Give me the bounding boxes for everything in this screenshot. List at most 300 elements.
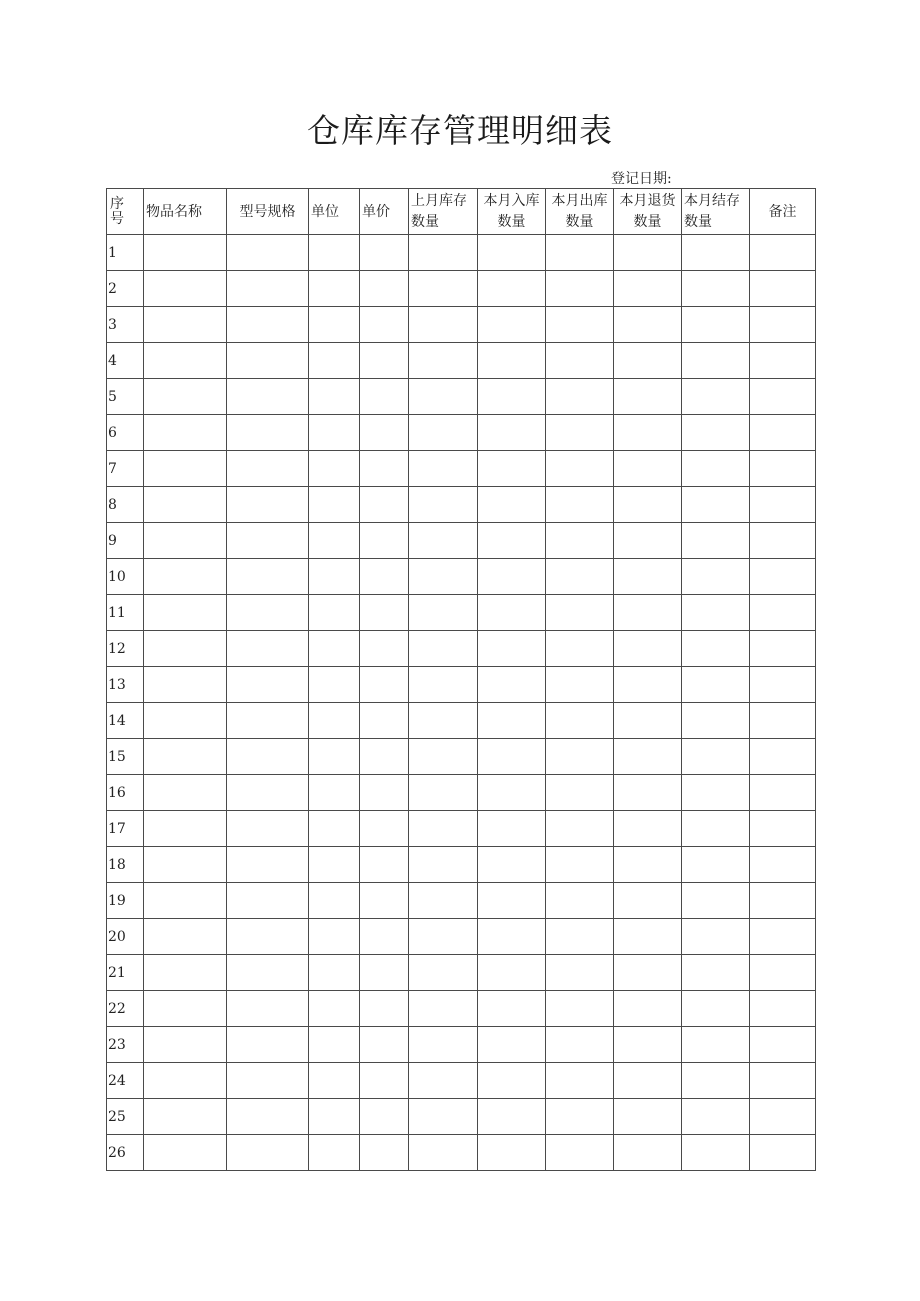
item-name-cell[interactable] <box>144 775 227 811</box>
month-balance-cell[interactable] <box>682 883 750 919</box>
model-spec-cell[interactable] <box>227 595 309 631</box>
unit-cell[interactable] <box>309 271 360 307</box>
unit-cell[interactable] <box>309 523 360 559</box>
unit-price-cell[interactable] <box>360 955 409 991</box>
prev-month-stock-cell[interactable] <box>409 1135 478 1171</box>
table-row <box>107 379 816 415</box>
remarks-cell[interactable] <box>750 739 816 775</box>
month-returns-cell[interactable] <box>614 991 682 1027</box>
remarks-cell[interactable] <box>750 523 816 559</box>
column-header-month-balance <box>682 189 750 235</box>
unit-price-cell[interactable] <box>360 1027 409 1063</box>
item-name-cell[interactable] <box>144 559 227 595</box>
month-inbound-cell[interactable] <box>478 955 546 991</box>
prev-month-stock-cell[interactable] <box>409 451 478 487</box>
month-balance-cell[interactable] <box>682 775 750 811</box>
month-returns-cell[interactable] <box>614 523 682 559</box>
unit-price-cell[interactable] <box>360 703 409 739</box>
month-outbound-cell[interactable] <box>546 451 614 487</box>
column-header-seq <box>107 189 144 235</box>
model-spec-cell[interactable] <box>227 451 309 487</box>
month-returns-cell[interactable] <box>614 739 682 775</box>
unit-cell[interactable] <box>309 847 360 883</box>
item-name-cell[interactable] <box>144 415 227 451</box>
model-spec-cell[interactable] <box>227 523 309 559</box>
remarks-cell[interactable] <box>750 775 816 811</box>
month-balance-cell[interactable] <box>682 235 750 271</box>
month-inbound-cell[interactable] <box>478 739 546 775</box>
prev-month-stock-cell[interactable] <box>409 343 478 379</box>
month-inbound-cell[interactable] <box>478 523 546 559</box>
month-outbound-cell[interactable] <box>546 307 614 343</box>
remarks-cell[interactable] <box>750 1099 816 1135</box>
column-header-unit-price: 单价 <box>360 189 409 235</box>
row-number-cell: 21 <box>107 955 144 991</box>
item-name-cell[interactable] <box>144 991 227 1027</box>
month-returns-cell[interactable] <box>614 1063 682 1099</box>
month-outbound-cell[interactable] <box>546 667 614 703</box>
model-spec-cell[interactable] <box>227 307 309 343</box>
month-inbound-cell[interactable] <box>478 1135 546 1171</box>
item-name-cell[interactable] <box>144 343 227 379</box>
month-returns-cell[interactable] <box>614 811 682 847</box>
unit-price-cell[interactable] <box>360 271 409 307</box>
month-inbound-cell[interactable] <box>478 415 546 451</box>
month-balance-cell[interactable] <box>682 379 750 415</box>
remarks-cell[interactable] <box>750 487 816 523</box>
unit-price-cell[interactable] <box>360 379 409 415</box>
month-balance-cell[interactable] <box>682 1135 750 1171</box>
prev-month-stock-cell[interactable] <box>409 811 478 847</box>
model-spec-cell[interactable] <box>227 1063 309 1099</box>
table-row <box>107 703 816 739</box>
remarks-cell[interactable] <box>750 343 816 379</box>
remarks-cell[interactable] <box>750 451 816 487</box>
month-outbound-cell[interactable] <box>546 379 614 415</box>
unit-cell[interactable] <box>309 919 360 955</box>
item-name-cell[interactable] <box>144 1063 227 1099</box>
table-row <box>107 847 816 883</box>
unit-cell[interactable] <box>309 811 360 847</box>
month-returns-cell[interactable] <box>614 703 682 739</box>
month-balance-cell[interactable] <box>682 991 750 1027</box>
model-spec-cell[interactable] <box>227 487 309 523</box>
model-spec-cell[interactable] <box>227 739 309 775</box>
model-spec-cell[interactable] <box>227 991 309 1027</box>
row-number-cell: 18 <box>107 847 144 883</box>
remarks-cell[interactable] <box>750 235 816 271</box>
prev-month-stock-cell[interactable] <box>409 1063 478 1099</box>
column-header-month-balance-line1: 本月结存 <box>684 192 740 209</box>
item-name-cell[interactable] <box>144 667 227 703</box>
model-spec-cell[interactable] <box>227 775 309 811</box>
month-inbound-cell[interactable] <box>478 703 546 739</box>
month-outbound-cell[interactable] <box>546 631 614 667</box>
month-outbound-cell[interactable] <box>546 559 614 595</box>
row-number-cell: 3 <box>107 307 144 343</box>
item-name-cell[interactable] <box>144 595 227 631</box>
remarks-cell[interactable] <box>750 883 816 919</box>
month-balance-cell[interactable] <box>682 631 750 667</box>
month-returns-cell[interactable] <box>614 631 682 667</box>
month-outbound-cell[interactable] <box>546 703 614 739</box>
row-number-cell: 24 <box>107 1063 144 1099</box>
unit-cell[interactable] <box>309 307 360 343</box>
month-balance-cell[interactable] <box>682 451 750 487</box>
item-name-cell[interactable] <box>144 919 227 955</box>
row-number-cell: 11 <box>107 595 144 631</box>
month-balance-cell[interactable] <box>682 487 750 523</box>
month-balance-cell[interactable] <box>682 271 750 307</box>
item-name-cell[interactable] <box>144 523 227 559</box>
row-number-cell: 6 <box>107 415 144 451</box>
item-name-cell[interactable] <box>144 955 227 991</box>
month-returns-cell[interactable] <box>614 451 682 487</box>
unit-cell[interactable] <box>309 883 360 919</box>
item-name-cell[interactable] <box>144 307 227 343</box>
month-inbound-cell[interactable] <box>478 235 546 271</box>
remarks-cell[interactable] <box>750 595 816 631</box>
remarks-cell[interactable] <box>750 379 816 415</box>
unit-price-cell[interactable] <box>360 991 409 1027</box>
month-outbound-cell[interactable] <box>546 847 614 883</box>
prev-month-stock-cell[interactable] <box>409 703 478 739</box>
table-row <box>107 1135 816 1171</box>
month-inbound-cell[interactable] <box>478 667 546 703</box>
month-outbound-cell[interactable] <box>546 811 614 847</box>
row-number-cell: 20 <box>107 919 144 955</box>
table-row <box>107 307 816 343</box>
month-returns-cell[interactable] <box>614 379 682 415</box>
month-outbound-cell[interactable] <box>546 1027 614 1063</box>
row-number-cell: 23 <box>107 1027 144 1063</box>
prev-month-stock-cell[interactable] <box>409 1027 478 1063</box>
month-returns-cell[interactable] <box>614 559 682 595</box>
unit-price-cell[interactable] <box>360 883 409 919</box>
month-outbound-cell[interactable] <box>546 955 614 991</box>
prev-month-stock-cell[interactable] <box>409 991 478 1027</box>
month-balance-cell[interactable] <box>682 703 750 739</box>
table-row <box>107 343 816 379</box>
model-spec-cell[interactable] <box>227 415 309 451</box>
remarks-cell[interactable] <box>750 631 816 667</box>
month-outbound-cell[interactable] <box>546 1099 614 1135</box>
remarks-cell[interactable] <box>750 1063 816 1099</box>
table-row <box>107 271 816 307</box>
month-outbound-cell[interactable] <box>546 595 614 631</box>
unit-cell[interactable] <box>309 667 360 703</box>
remarks-cell[interactable] <box>750 955 816 991</box>
month-returns-cell[interactable] <box>614 307 682 343</box>
table-row <box>107 955 816 991</box>
month-outbound-cell[interactable] <box>546 919 614 955</box>
unit-price-cell[interactable] <box>360 595 409 631</box>
unit-price-cell[interactable] <box>360 847 409 883</box>
month-balance-cell[interactable] <box>682 595 750 631</box>
unit-price-cell[interactable] <box>360 739 409 775</box>
unit-price-cell[interactable] <box>360 559 409 595</box>
unit-cell[interactable] <box>309 1027 360 1063</box>
model-spec-cell[interactable] <box>227 1135 309 1171</box>
row-number-cell: 16 <box>107 775 144 811</box>
table-row <box>107 451 816 487</box>
month-inbound-cell[interactable] <box>478 847 546 883</box>
unit-price-cell[interactable] <box>360 523 409 559</box>
prev-month-stock-cell[interactable] <box>409 775 478 811</box>
unit-cell[interactable] <box>309 559 360 595</box>
unit-price-cell[interactable] <box>360 415 409 451</box>
unit-price-cell[interactable] <box>360 1099 409 1135</box>
unit-cell[interactable] <box>309 1063 360 1099</box>
prev-month-stock-cell[interactable] <box>409 235 478 271</box>
model-spec-cell[interactable] <box>227 667 309 703</box>
unit-price-cell[interactable] <box>360 775 409 811</box>
month-inbound-cell[interactable] <box>478 271 546 307</box>
item-name-cell[interactable] <box>144 1099 227 1135</box>
remarks-cell[interactable] <box>750 1135 816 1171</box>
model-spec-cell[interactable] <box>227 847 309 883</box>
table-row <box>107 1027 816 1063</box>
unit-cell[interactable] <box>309 955 360 991</box>
unit-cell[interactable] <box>309 775 360 811</box>
item-name-cell[interactable] <box>144 703 227 739</box>
month-inbound-cell[interactable] <box>478 991 546 1027</box>
unit-cell[interactable] <box>309 451 360 487</box>
month-balance-cell[interactable] <box>682 1027 750 1063</box>
row-number-cell: 26 <box>107 1135 144 1171</box>
month-returns-cell[interactable] <box>614 883 682 919</box>
unit-cell[interactable] <box>309 415 360 451</box>
unit-price-cell[interactable] <box>360 343 409 379</box>
prev-month-stock-cell[interactable] <box>409 955 478 991</box>
month-outbound-cell[interactable] <box>546 235 614 271</box>
month-returns-cell[interactable] <box>614 775 682 811</box>
month-inbound-cell[interactable] <box>478 595 546 631</box>
item-name-cell[interactable] <box>144 451 227 487</box>
month-balance-cell[interactable] <box>682 667 750 703</box>
prev-month-stock-cell[interactable] <box>409 847 478 883</box>
month-returns-cell[interactable] <box>614 415 682 451</box>
unit-cell[interactable] <box>309 1099 360 1135</box>
item-name-cell[interactable] <box>144 235 227 271</box>
column-header-seq-line2: 号 <box>110 210 124 227</box>
month-outbound-cell[interactable] <box>546 415 614 451</box>
model-spec-cell[interactable] <box>227 631 309 667</box>
month-returns-cell[interactable] <box>614 487 682 523</box>
unit-price-cell[interactable] <box>360 1135 409 1171</box>
model-spec-cell[interactable] <box>227 919 309 955</box>
month-balance-cell[interactable] <box>682 415 750 451</box>
remarks-cell[interactable] <box>750 811 816 847</box>
remarks-cell[interactable] <box>750 991 816 1027</box>
unit-price-cell[interactable] <box>360 487 409 523</box>
month-returns-cell[interactable] <box>614 343 682 379</box>
month-balance-cell[interactable] <box>682 955 750 991</box>
item-name-cell[interactable] <box>144 1027 227 1063</box>
month-returns-cell[interactable] <box>614 1099 682 1135</box>
month-inbound-cell[interactable] <box>478 811 546 847</box>
month-balance-cell[interactable] <box>682 307 750 343</box>
month-outbound-cell[interactable] <box>546 1063 614 1099</box>
month-balance-cell[interactable] <box>682 919 750 955</box>
table-row <box>107 595 816 631</box>
prev-month-stock-cell[interactable] <box>409 631 478 667</box>
month-balance-cell[interactable] <box>682 1063 750 1099</box>
month-balance-cell[interactable] <box>682 847 750 883</box>
column-header-month-balance-line2: 数量 <box>684 213 712 230</box>
month-outbound-cell[interactable] <box>546 739 614 775</box>
table-row <box>107 523 816 559</box>
month-inbound-cell[interactable] <box>478 631 546 667</box>
item-name-cell[interactable] <box>144 811 227 847</box>
item-name-cell[interactable] <box>144 847 227 883</box>
month-outbound-cell[interactable] <box>546 883 614 919</box>
unit-price-cell[interactable] <box>360 919 409 955</box>
remarks-cell[interactable] <box>750 919 816 955</box>
column-header-month-outbound-line2: 数量 <box>565 213 594 230</box>
unit-price-cell[interactable] <box>360 811 409 847</box>
remarks-cell[interactable] <box>750 703 816 739</box>
table-row <box>107 775 816 811</box>
month-balance-cell[interactable] <box>682 739 750 775</box>
unit-cell[interactable] <box>309 703 360 739</box>
unit-price-cell[interactable] <box>360 307 409 343</box>
month-returns-cell[interactable] <box>614 919 682 955</box>
unit-cell[interactable] <box>309 1135 360 1171</box>
month-returns-cell[interactable] <box>614 1027 682 1063</box>
prev-month-stock-cell[interactable] <box>409 379 478 415</box>
model-spec-cell[interactable] <box>227 379 309 415</box>
table-header-row <box>107 189 816 235</box>
prev-month-stock-cell[interactable] <box>409 595 478 631</box>
prev-month-stock-cell[interactable] <box>409 559 478 595</box>
month-inbound-cell[interactable] <box>478 919 546 955</box>
month-outbound-cell[interactable] <box>546 343 614 379</box>
month-inbound-cell[interactable] <box>478 1099 546 1135</box>
remarks-cell[interactable] <box>750 847 816 883</box>
month-inbound-cell[interactable] <box>478 775 546 811</box>
item-name-cell[interactable] <box>144 271 227 307</box>
month-returns-cell[interactable] <box>614 271 682 307</box>
item-name-cell[interactable] <box>144 379 227 415</box>
month-returns-cell[interactable] <box>614 235 682 271</box>
remarks-cell[interactable] <box>750 667 816 703</box>
item-name-cell[interactable] <box>144 883 227 919</box>
column-header-prev-month-stock <box>409 189 478 235</box>
column-header-seq-line1: 序 <box>110 195 124 212</box>
prev-month-stock-cell[interactable] <box>409 739 478 775</box>
month-outbound-cell[interactable] <box>546 487 614 523</box>
month-outbound-cell[interactable] <box>546 775 614 811</box>
item-name-cell[interactable] <box>144 487 227 523</box>
model-spec-cell[interactable] <box>227 883 309 919</box>
month-balance-cell[interactable] <box>682 523 750 559</box>
item-name-cell[interactable] <box>144 631 227 667</box>
month-returns-cell[interactable] <box>614 847 682 883</box>
month-balance-cell[interactable] <box>682 559 750 595</box>
remarks-cell[interactable] <box>750 1027 816 1063</box>
unit-price-cell[interactable] <box>360 451 409 487</box>
month-inbound-cell[interactable] <box>478 307 546 343</box>
month-returns-cell[interactable] <box>614 667 682 703</box>
model-spec-cell[interactable] <box>227 271 309 307</box>
month-inbound-cell[interactable] <box>478 451 546 487</box>
table-row <box>107 631 816 667</box>
month-returns-cell[interactable] <box>614 1135 682 1171</box>
prev-month-stock-cell[interactable] <box>409 667 478 703</box>
month-balance-cell[interactable] <box>682 1099 750 1135</box>
unit-price-cell[interactable] <box>360 1063 409 1099</box>
unit-cell[interactable] <box>309 595 360 631</box>
unit-price-cell[interactable] <box>360 667 409 703</box>
month-inbound-cell[interactable] <box>478 379 546 415</box>
registration-date-label: 登记日期: <box>611 171 672 187</box>
prev-month-stock-cell[interactable] <box>409 1099 478 1135</box>
prev-month-stock-cell[interactable] <box>409 307 478 343</box>
row-number-cell: 14 <box>107 703 144 739</box>
month-inbound-cell[interactable] <box>478 487 546 523</box>
model-spec-cell[interactable] <box>227 1099 309 1135</box>
remarks-cell[interactable] <box>750 415 816 451</box>
unit-price-cell[interactable] <box>360 631 409 667</box>
prev-month-stock-cell[interactable] <box>409 271 478 307</box>
unit-cell[interactable] <box>309 343 360 379</box>
month-balance-cell[interactable] <box>682 343 750 379</box>
model-spec-cell[interactable] <box>227 559 309 595</box>
month-outbound-cell[interactable] <box>546 1135 614 1171</box>
unit-cell[interactable] <box>309 991 360 1027</box>
month-balance-cell[interactable] <box>682 811 750 847</box>
model-spec-cell[interactable] <box>227 955 309 991</box>
prev-month-stock-cell[interactable] <box>409 883 478 919</box>
month-outbound-cell[interactable] <box>546 991 614 1027</box>
unit-cell[interactable] <box>309 379 360 415</box>
month-inbound-cell[interactable] <box>478 1027 546 1063</box>
row-number-cell: 19 <box>107 883 144 919</box>
remarks-cell[interactable] <box>750 307 816 343</box>
model-spec-cell[interactable] <box>227 343 309 379</box>
row-number-cell: 9 <box>107 523 144 559</box>
month-inbound-cell[interactable] <box>478 559 546 595</box>
prev-month-stock-cell[interactable] <box>409 415 478 451</box>
prev-month-stock-cell[interactable] <box>409 487 478 523</box>
unit-cell[interactable] <box>309 631 360 667</box>
month-inbound-cell[interactable] <box>478 883 546 919</box>
unit-cell[interactable] <box>309 487 360 523</box>
unit-price-cell[interactable] <box>360 235 409 271</box>
month-returns-cell[interactable] <box>614 595 682 631</box>
row-number-cell: 1 <box>107 235 144 271</box>
unit-cell[interactable] <box>309 739 360 775</box>
month-inbound-cell[interactable] <box>478 1063 546 1099</box>
model-spec-cell[interactable] <box>227 235 309 271</box>
unit-cell[interactable] <box>309 235 360 271</box>
remarks-cell[interactable] <box>750 271 816 307</box>
month-outbound-cell[interactable] <box>546 271 614 307</box>
row-number-cell: 12 <box>107 631 144 667</box>
prev-month-stock-cell[interactable] <box>409 523 478 559</box>
item-name-cell[interactable] <box>144 739 227 775</box>
model-spec-cell[interactable] <box>227 811 309 847</box>
model-spec-cell[interactable] <box>227 703 309 739</box>
month-inbound-cell[interactable] <box>478 343 546 379</box>
remarks-cell[interactable] <box>750 559 816 595</box>
prev-month-stock-cell[interactable] <box>409 919 478 955</box>
month-outbound-cell[interactable] <box>546 523 614 559</box>
model-spec-cell[interactable] <box>227 1027 309 1063</box>
item-name-cell[interactable] <box>144 1135 227 1171</box>
month-returns-cell[interactable] <box>614 955 682 991</box>
